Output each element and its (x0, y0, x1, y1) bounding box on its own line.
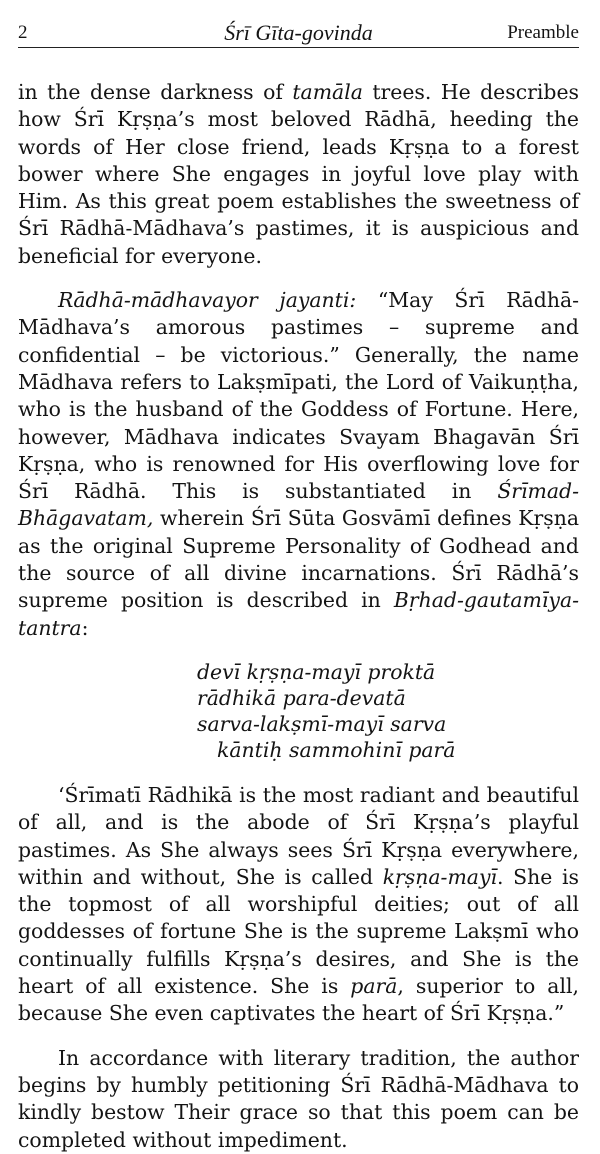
italic-term: parā (350, 974, 398, 999)
italic-term: tamāla (292, 80, 363, 104)
verse-line: sarva-lakṣmī-mayī sarva (197, 711, 447, 736)
italic-term: Bṛhad-gautamīya-tantra (18, 588, 579, 640)
italic-term: Rādhā-mādhavayor jayanti: (58, 288, 357, 313)
paragraph-2: Rādhā-mādhavayor jayanti: “May Śrī Rādhā-Mādhava’s amorous pastimes – supreme and confidential – be victorious.” Generally, the name Mādhava refers to Lakṣmīpati, the Lord of Vaikuṇṭha, who is the husband of the Goddess of Fortune. Here, however, Mādhava indicates Svayam Bhagavān Śrī Kṛṣṇa, who is renowned for His overflowing love for Śrī Rādhā. This is substantiated in Śrīmad-Bhāgavatam, wherein Śrī Sūta Gosvāmī defines Kṛṣṇa as the original Supreme Personality of Godhead and the source of all divine incarnations. Śrī Rādhā’s supreme position is described in Bṛhad-gautamīya-tantra: (18, 288, 579, 640)
running-header (18, 0, 579, 48)
italic-term: kṛṣṇa-mayī (382, 864, 497, 889)
section-title: Preamble (507, 22, 579, 43)
page-body (18, 79, 579, 1154)
italic-term: Śrīmad-Bhāgavatam, (18, 479, 579, 531)
paragraph-4: In accordance with literary tradition, the author begins by humbly petitioning Śrī Rādhā-Mādhava to kindly bestow Their grace so that this poem can be completed without impediment. (18, 1045, 579, 1152)
verse-line: kāntiḥ sammohinī parā (217, 737, 456, 762)
verse-line: rādhikā para-devatā (197, 685, 406, 710)
page-number: 2 (18, 22, 28, 43)
verse-line: devī kṛṣṇa-mayī proktā (197, 659, 436, 684)
sanskrit-verse (18, 659, 579, 763)
paragraph-3: ‘Śrīmatī Rādhikā is the most radiant and beautiful of all, and is the abode of Śrī Kṛṣṇa’s playful pastimes. As She always sees Śrī Kṛṣṇa everywhere, within and without, She is called kṛṣṇa-mayī. She is the topmost of all worshipful deities; out of all goddesses of fortune She is the supreme Lakṣmī who continually fulfills Kṛṣṇa’s desires, and She is the heart of all existence. She is parā, superior to all, because She even captivates the heart of Śrī Kṛṣṇa.” (18, 782, 579, 1026)
paragraph-1: in the dense darkness of tamāla trees. He describes how Śrī Kṛṣṇa’s most beloved Rādhā, heeding the words of Her close friend, leads Kṛṣṇa to a forest bower where She engages in joyful love play with Him. As this great poem establishes the sweetness of Śrī Rādhā-Mādhava’s pastimes, it is auspicious and beneficial for everyone. (18, 80, 579, 268)
running-title: Śrī Gīta-govinda (224, 20, 373, 45)
